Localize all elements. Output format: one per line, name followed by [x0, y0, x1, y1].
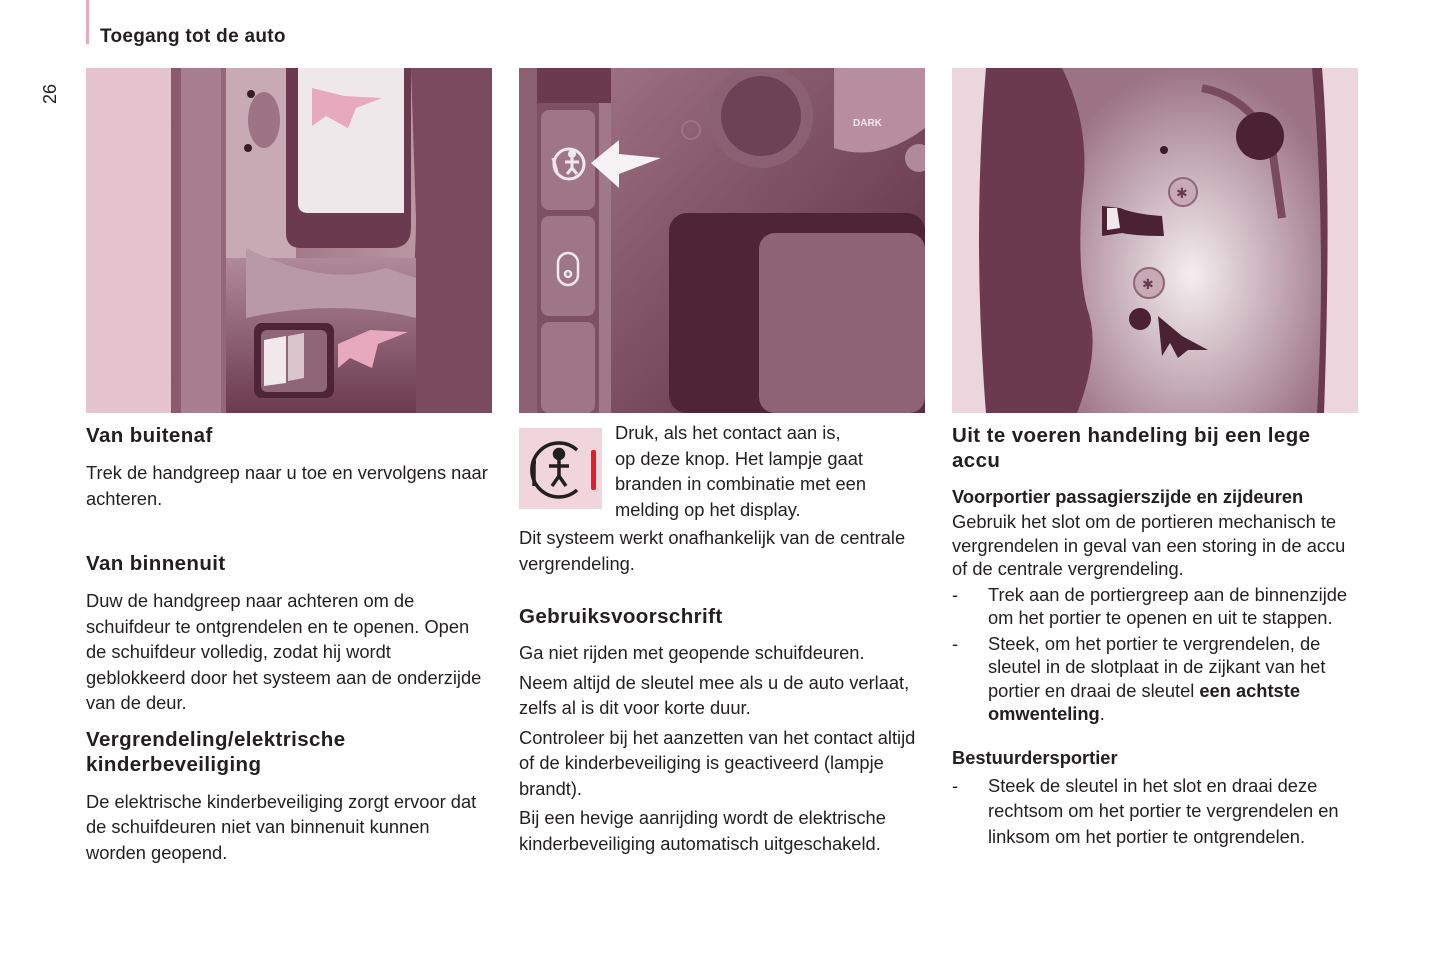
paragraph-independent: Dit systeem werkt onafhankelijk van de centrale vergrendeling.: [519, 527, 906, 574]
key-lock-hole: [1129, 308, 1151, 330]
list-item: [952, 632, 1362, 726]
list-item: [952, 583, 1362, 630]
press-instruction: [615, 420, 925, 522]
svg-text:✱: ✱: [1176, 186, 1188, 202]
header-accent-bar: [86, 0, 89, 44]
usage-item: Bij een hevige aanrijding wordt de elektrische kinderbeveiliging automatisch uitgeschakeld.: [519, 807, 886, 854]
middle-column: [519, 420, 925, 856]
heading-usage: Gebruiksvoorschrift: [519, 605, 723, 628]
dash-bullet: -: [952, 632, 959, 654]
heading-driver-door: Bestuurdersportier: [952, 746, 1118, 768]
dash-bullet: -: [952, 583, 959, 605]
child-lock-button-illustration: [519, 68, 925, 413]
list-item: [952, 773, 1362, 850]
child-lock-indicator-box: [519, 428, 602, 509]
list-item-text: Trek aan de portiergreep aan de binnenzijde om het portier te openen en uit te stappen.: [988, 583, 1348, 628]
page-number: 26: [40, 83, 60, 104]
heading-outside: Van buitenaf: [86, 424, 213, 447]
left-column: [86, 420, 494, 865]
indicator-light: [591, 450, 596, 490]
list-item-text: Steek, om het portier te vergrendelen, de sleutel in de slotplaat in de zijkant van het portier en draai de sleutel: [988, 632, 1326, 701]
press-line: melding op het display.: [615, 498, 801, 520]
svg-text:✱: ✱: [1142, 277, 1154, 293]
press-line: Druk, als het contact aan is,: [615, 422, 841, 443]
press-line: op deze knop. Het lampje gaat: [615, 447, 863, 469]
list-item-text: .: [1099, 703, 1105, 724]
paragraph-inside: Duw de handgreep naar achteren om de schuifdeur te ontgrendelen en te openen. Open de schuifdeur volledig, zodat hij wordt geblokkeerd door het systeem aan de onderzijde van de deur.: [86, 590, 482, 713]
dash-bullet: -: [952, 774, 959, 796]
heading-child-lock: Vergrendeling/elektrische kinderbeveiliging: [86, 727, 346, 776]
usage-item: Ga niet rijden met geopende schuifdeuren.: [519, 642, 865, 663]
paragraph-passenger-door: Gebruik het slot om de portieren mechanisch te vergrendelen in geval van een storing in de accu of de centrale vergrendeling.: [952, 511, 1346, 579]
paragraph-child-lock: De elektrische kinderbeveiliging zorgt ervoor dat de schuifdeuren niet van binnenuit kunnen worden geopend.: [86, 790, 477, 863]
section-title: Toegang tot de auto: [100, 26, 286, 47]
usage-item: Controleer bij het aanzetten van het contact altijd of de kinderbeveiliging is geactiveerd (lampje brandt).: [519, 726, 916, 799]
heading-battery: Uit te voeren handeling bij een lege accu: [952, 424, 1311, 472]
sliding-door-handle-illustration: [86, 68, 492, 413]
dark-button-label: DARK: [853, 118, 882, 129]
heading-inside: Van binnenuit: [86, 552, 226, 575]
usage-item: Neem altijd de sleutel mee als u de auto verlaat, zelfs al is dit voor korte duur.: [519, 671, 910, 718]
door-lock-illustration: [952, 68, 1358, 413]
child-safety-icon: [532, 443, 577, 497]
paragraph-outside: Trek de handgreep naar u toe en vervolgens naar achteren.: [86, 462, 488, 509]
heading-passenger-door: Voorportier passagierszijde en zijdeuren: [952, 486, 1304, 507]
right-column: [952, 420, 1362, 849]
list-item-emphasis: een achtste omwenteling: [988, 679, 1300, 724]
press-line: branden in combinatie met een: [615, 473, 867, 494]
list-item-text: Steek de sleutel in het slot en draai deze rechtsom om het portier te vergrendelen en linksom om het portier te ontgrendelen.: [988, 774, 1339, 847]
